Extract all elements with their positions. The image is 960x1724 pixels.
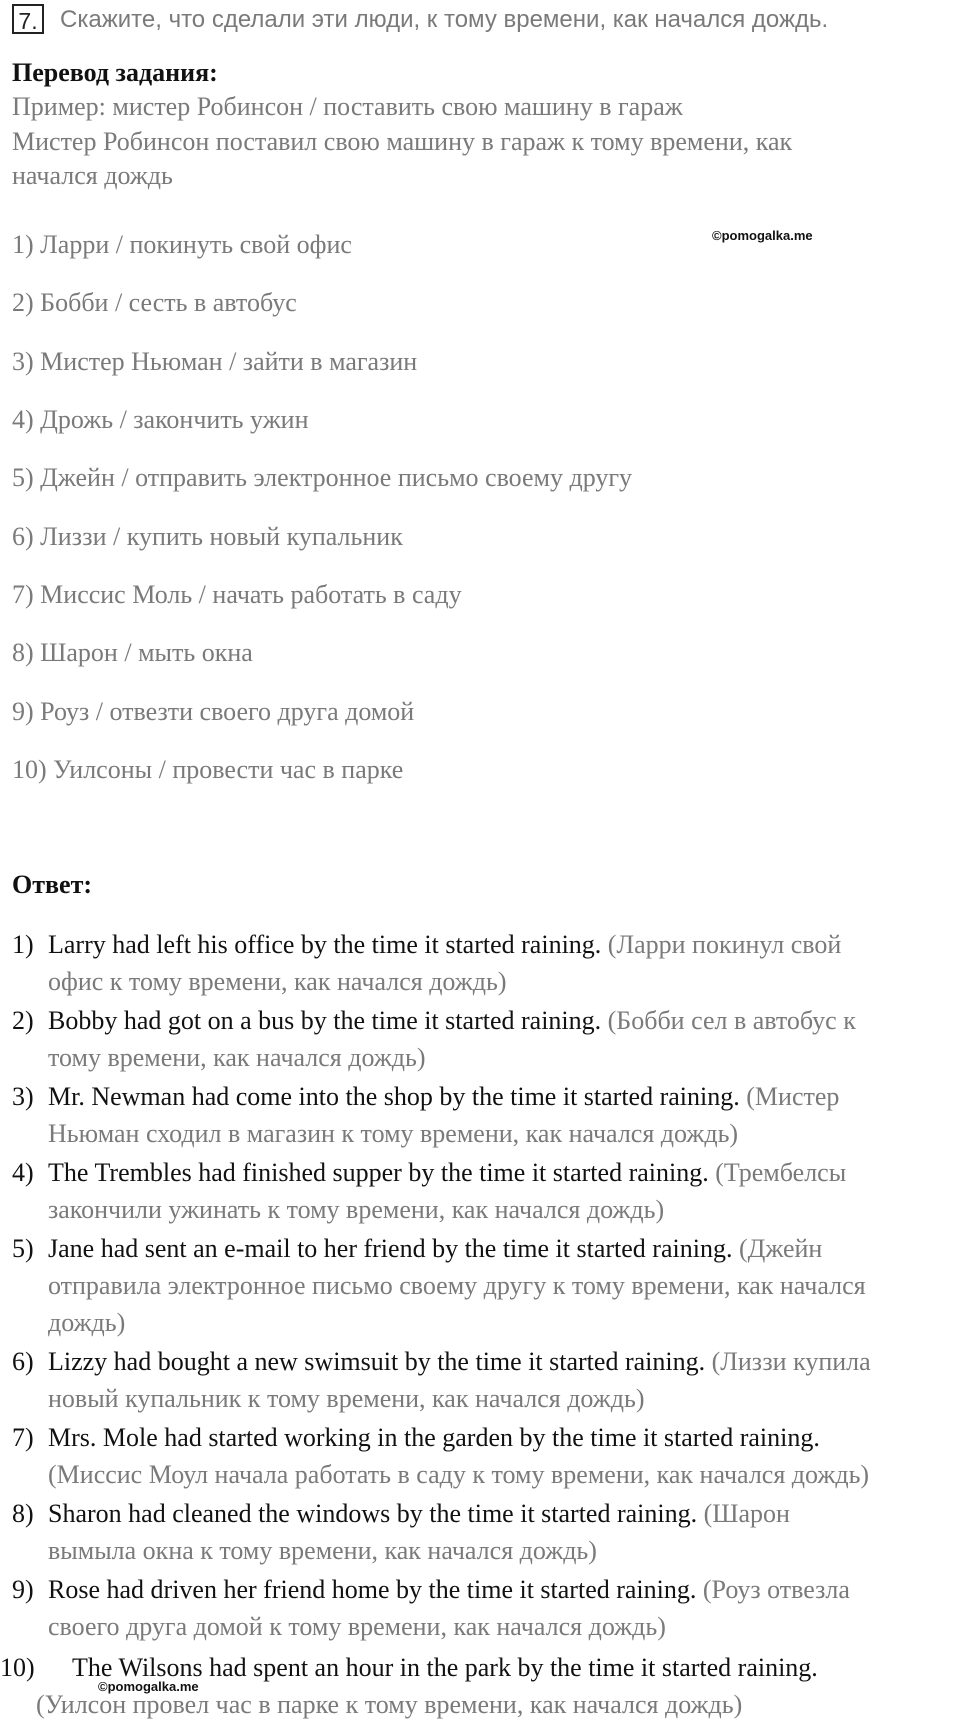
answer-english: The Trembles had finished supper by the time it started raining. <box>48 1158 709 1187</box>
task-number-box: 7. <box>12 4 44 34</box>
answer-russian-cont: своего друга домой к тому времени, как начался дождь) <box>48 1612 666 1641</box>
task-item-10: 10) Уилсоны / провести час в парке <box>12 755 404 784</box>
answer-line-5 <box>48 1230 822 1268</box>
task-item-2: 2) Бобби / сесть в автобус <box>12 288 297 317</box>
answer-russian-cont: отправила электронное письмо своему другу к тому времени, как начался <box>48 1271 866 1300</box>
answer-russian: (Джейн <box>732 1234 823 1263</box>
answer-russian-cont: (Миссис Моул начала работать в саду к тому времени, как начался дождь) <box>48 1460 870 1489</box>
answer-russian-cont: Ньюман сходил в магазин к тому времени, как начался дождь) <box>48 1119 739 1148</box>
answer-russian: (Мистер <box>739 1082 840 1111</box>
answer-number: 1) <box>12 930 34 959</box>
answer-number: 4) <box>12 1158 34 1187</box>
answer-number: 3) <box>12 1082 34 1111</box>
task-item-9: 9) Роуз / отвезти своего друга домой <box>12 697 415 726</box>
answer-number: 10) <box>0 1653 35 1682</box>
watermark-bottom: ©pomogalka.me <box>98 1679 199 1694</box>
translation-heading: Перевод задания: <box>12 58 218 87</box>
answer-line-8 <box>48 1495 790 1533</box>
answer-english: Larry had left his office by the time it started raining. <box>48 930 602 959</box>
answer-number: 5) <box>12 1234 34 1263</box>
answer-number: 6) <box>12 1347 34 1376</box>
answer-russian-cont: офис к тому времени, как начался дождь) <box>48 967 507 996</box>
answer-russian-cont: тому времени, как начался дождь) <box>48 1043 426 1072</box>
answer-russian: (Ларри покинул свой <box>601 930 842 959</box>
answer-russian: (Лиззи купила <box>705 1347 871 1376</box>
answer-russian-cont: (Уилсон провел час в парке к тому времени, как начался дождь) <box>36 1690 743 1719</box>
answer-line-3 <box>48 1078 839 1116</box>
answer-russian-cont: новый купальник к тому времени, как начался дождь) <box>48 1384 645 1413</box>
task-item-1: 1) Ларри / покинуть свой офис <box>12 230 352 259</box>
watermark-top: ©pomogalka.me <box>712 228 813 243</box>
answer-line-4 <box>48 1154 846 1192</box>
answer-english: Mr. Newman had come into the shop by the time it started raining. <box>48 1082 740 1111</box>
task-item-3: 3) Мистер Ньюман / зайти в магазин <box>12 347 418 376</box>
answer-number: 7) <box>12 1423 34 1452</box>
answer-line-9 <box>48 1571 850 1609</box>
answer-number: 9) <box>12 1575 34 1604</box>
answer-english: Sharon had cleaned the windows by the time it started raining. <box>48 1499 698 1528</box>
answer-russian: (Трембелсы <box>708 1158 847 1187</box>
answer-number: 8) <box>12 1499 34 1528</box>
example-line-1: Пример: мистер Робинсон / поставить свою машину в гараж <box>12 92 683 121</box>
answer-english: Rose had driven her friend home by the time it started raining. <box>48 1575 697 1604</box>
answer-line-7 <box>48 1419 820 1457</box>
answer-english: Lizzy had bought a new swimsuit by the time it started raining. <box>48 1347 706 1376</box>
task-item-8: 8) Шарон / мыть окна <box>12 638 253 667</box>
answer-russian-cont: дождь) <box>48 1308 126 1337</box>
task-instruction: Скажите, что сделали эти люди, к тому времени, как начался дождь. <box>60 6 829 33</box>
answer-english: Jane had sent an e-mail to her friend by the time it started raining. <box>48 1234 733 1263</box>
answer-line-6 <box>48 1343 871 1381</box>
answer-russian: (Шарон <box>697 1499 790 1528</box>
answer-english: Bobby had got on a bus by the time it started raining. <box>48 1006 602 1035</box>
answer-line-2 <box>48 1002 856 1040</box>
answer-russian: (Бобби сел в автобус к <box>601 1006 856 1035</box>
example-line-2: Мистер Робинсон поставил свою машину в гараж к тому времени, как <box>12 127 793 156</box>
task-item-6: 6) Лиззи / купить новый купальник <box>12 522 403 551</box>
answer-number: 2) <box>12 1006 34 1035</box>
answer-english: Mrs. Mole had started working in the garden by the time it started raining. <box>48 1423 820 1452</box>
task-item-4: 4) Дрожь / закончить ужин <box>12 405 309 434</box>
task-item-7: 7) Миссис Моль / начать работать в саду <box>12 580 462 609</box>
answer-heading: Ответ: <box>12 870 93 899</box>
answer-russian: (Роуз отвезла <box>696 1575 850 1604</box>
answer-english: The Wilsons had spent an hour in the park by the time it started raining. <box>72 1653 818 1682</box>
task-item-5: 5) Джейн / отправить электронное письмо своему другу <box>12 463 633 492</box>
answer-line-1 <box>48 926 841 964</box>
answer-russian-cont: вымыла окна к тому времени, как начался дождь) <box>48 1536 597 1565</box>
answer-russian-cont: закончили ужинать к тому времени, как начался дождь) <box>48 1195 665 1224</box>
example-line-3: начался дождь <box>12 161 173 190</box>
